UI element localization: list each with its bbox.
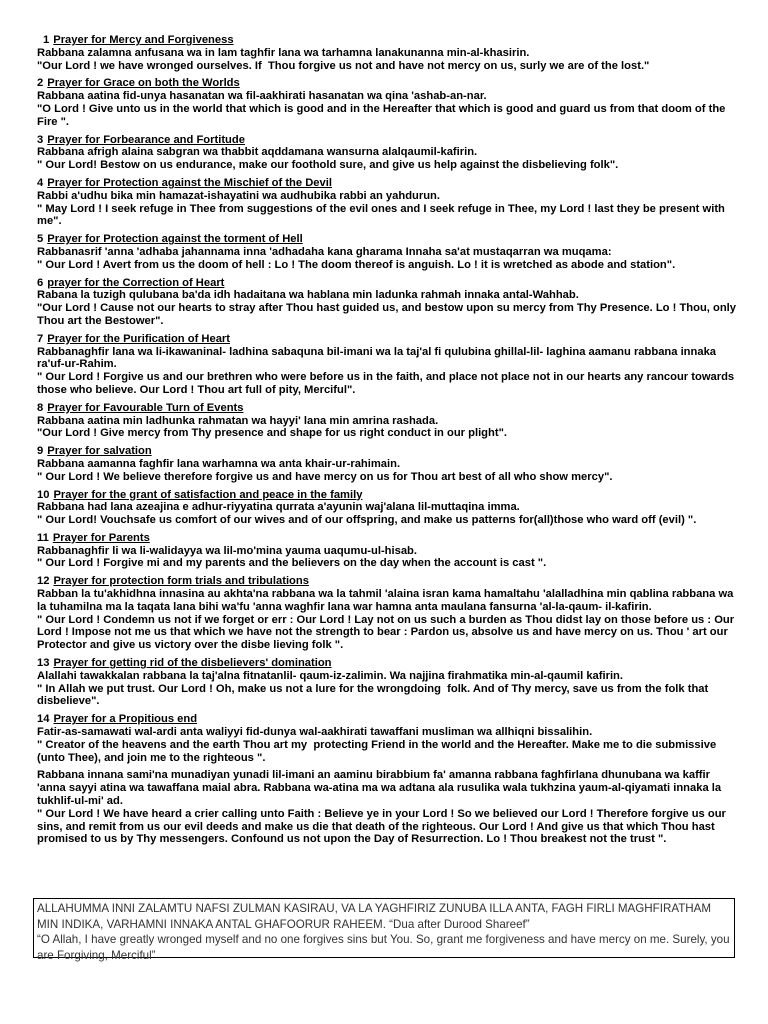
prayer-section [37, 532, 737, 570]
prayer-heading [37, 532, 737, 545]
prayer-transliteration: Rabbana innana sami'na munadiyan yunadi lil-imani an aaminu birabbium fa' amanna rabbana faghfirlana dhunubana wa kaffir 'anna sayyi atina wa tawaffana maial abra. Rabbana wa-atina ma wa adtana ala rusulika wala tukhzina yaum-al-qiyamati innaka la tukhlif-ul-mi' ad. [37, 769, 725, 808]
prayer-title: Prayer for Grace on both the Worlds [47, 77, 240, 90]
prayer-section [37, 276, 740, 328]
prayer-section [37, 77, 737, 128]
prayer-section [37, 769, 737, 846]
prayer-translation: " Our Lord ! Condemn us not if we forget or err : Our Lord ! Lay not on us such a burden as Thou didst lay on those before us : Our Lord ! Impose not me us that which we have not the strength to bear : Pardon us, absolve us and have mercy on us. Thou ' art our Protector and give us victory over the disbe lieving folk ". [37, 613, 738, 652]
prayer-translation: " Our Lord ! We have heard a crier calling unto Faith : Believe ye in your Lord ! So we believed our Lord ! Therefore forgive us our sins, and remit from us our evil deeds and make us die that death of the righteous. Our Lord ! And give us that which Thou hast promised to us by Thy messengers. Confound us not upon the Day of Resurrection. Lo ! Thou breakest not the trust ". [37, 807, 730, 846]
prayer-heading [37, 177, 737, 190]
prayer-heading [37, 233, 737, 246]
prayer-title: Prayer for Forbearance and Fortitude [47, 133, 245, 146]
prayer-title: Prayer for Protection against the Mischief of the Devil [47, 176, 332, 189]
dua-box [33, 898, 735, 962]
prayer-number: 7 [37, 332, 44, 345]
prayer-title: Prayer for Parents [52, 531, 150, 544]
prayer-translation: " Our Lord ! We believe therefore forgive us and have mercy on us for Thou art best of all who show mercy". [37, 470, 613, 483]
prayer-translation: "Our Lord ! we have wronged ourselves. If Thou forgive us not and have not mercy on us, surly we are of the lost." [37, 59, 650, 72]
prayer-title: Prayer for Favourable Turn of Events [47, 401, 244, 414]
prayer-heading [37, 489, 737, 502]
prayer-number: 10 [37, 488, 50, 501]
prayer-section [37, 445, 737, 483]
prayer-number: 13 [37, 657, 50, 670]
prayer-number: 6 [37, 276, 44, 289]
prayer-translation: " May Lord ! I seek refuge in Thee from suggestions of the evil ones and I seek refuge in Thee, my Lord ! last they be present with me". [37, 202, 728, 228]
prayer-transliteration: Rabbana zalamna anfusana wa in lam taghfir lana wa tarhamna lanakunanna min-al-khasirin. [37, 46, 530, 59]
prayer-section [37, 713, 737, 764]
prayer-number: 9 [37, 445, 44, 458]
prayer-translation: " Our Lord! Vouchsafe us comfort of our wives and of our offspring, and make us patterns for(all)those who ward off (evil) ". [37, 514, 697, 527]
prayer-translation: " Creator of the heavens and the earth Thou art my protecting Friend in the world and the Hereafter. Make me to die submissive (unto Thee), and join me to the righteous ". [37, 738, 720, 764]
prayer-translation: "O Lord ! Give unto us in the world that which is good and in the Hereafter that which is good and guard us from that doom of the Fire ". [37, 102, 729, 128]
prayer-title: Prayer for salvation [47, 445, 152, 458]
prayer-title: Prayer for protection form trials and tribulations [53, 575, 309, 588]
prayer-number: 1 [43, 34, 50, 46]
dua-transliteration: ALLAHUMMA INNI ZALAMTU NAFSI ZULMAN KASIRAU, VA LA YAGHFIRIZ ZUNUBA ILLA ANTA, FAGH FIRLI MAGHFIRATHAM MIN INDIKA, VARHAMNI INNAKA ANTAL GHAFOORUR RAHEEM. “Dua after Durood Shareef” [37, 902, 715, 931]
prayer-section [37, 233, 737, 271]
prayer-transliteration: Rabbanasrif 'anna 'adhaba jahannama inna 'adhadaha kana gharama Innaha sa'at mustaqarran wa muqama: [37, 245, 612, 258]
prayer-section [37, 177, 737, 228]
prayer-transliteration: Fatir-as-samawati wal-ardi anta waliyyi fid-dunya wal-aakhirati tawaffani musliman wa allhiqni bissalihin. [37, 726, 593, 739]
prayer-transliteration: Rabbana aatina min ladhunka rahmatan wa hayyi' lana min amrina rashada. [37, 414, 439, 427]
prayer-title: Prayer for getting rid of the disbelievers' domination [53, 657, 332, 670]
prayer-transliteration: Rabbana afrigh alaina sabgran wa thabbit aqddamana wansurna alalqaumil-kafirin. [37, 146, 478, 159]
prayer-translation: " Our Lord ! Avert from us the doom of hell : Lo ! The doom thereof is anguish. Lo ! it is wretched as abode and station". [37, 258, 676, 271]
prayer-number: 14 [37, 713, 50, 726]
prayer-transliteration: Rabbana aatina fid-unya hasanatan wa fil-aakhirati hasanatan wa qina 'ashab-an-nar. [37, 90, 487, 103]
prayer-transliteration: Rabana la tuzigh qulubana ba'da idh hadaitana wa hablana min ladunka rahmah innaka antal-Wahhab. [37, 289, 579, 302]
prayer-translation: "Our Lord ! Give mercy from Thy presence and shape for us right conduct in our plight". [37, 427, 507, 440]
prayer-number: 12 [37, 575, 50, 588]
prayer-transliteration: Rabbi a'udhu bika min hamazat-ishayatini wa audhubika rabbi an yahdurun. [37, 189, 440, 202]
prayer-heading [37, 277, 737, 290]
prayer-translation: " Our Lord ! Forgive mi and my parents and the believers on the day when the account is cast ". [37, 557, 547, 570]
prayer-translation: " Our Lord ! Forgive us and our brethren who were before us in the faith, and place not place not in our hearts any rancour towards those who believe. Our Lord ! Thou art full of pity, Merciful". [37, 371, 738, 396]
prayer-heading [37, 77, 737, 90]
prayer-number: 11 [37, 531, 49, 544]
prayer-heading [37, 34, 737, 47]
prayer-title: Prayer for the Purification of Heart [47, 332, 231, 345]
prayer-translation: " In Allah we put trust. Our Lord ! Oh, make us not a lure for the wrongdoing folk. And of Thy mercy, save us from the folk that disbelieve". [37, 682, 712, 708]
prayer-heading [37, 657, 737, 670]
prayer-translation: " Our Lord! Bestow on us endurance, make our foothold sure, and give us help against the disbelieving folk". [37, 159, 619, 172]
prayer-title: Prayer for Protection against the torment of Hell [47, 233, 303, 246]
prayer-section [37, 489, 737, 527]
prayer-transliteration: Rabbanaghfir lana wa li-ikawaninal- ladhina sabaquna bil-imani wa la taj'al fi qulubina ghillal-lil- laghina aamanu rabbana innaka ra'uf-ur-Rahim. [37, 345, 720, 371]
prayer-title: Prayer for a Propitious end [53, 713, 198, 726]
prayer-number: 2 [37, 77, 44, 90]
prayer-transliteration: Alallahi tawakkalan rabbana la taj'alna fitnatanlil- qaum-iz-zalimin. Wa najjina firahmatika min-al-qaumil kafirin. [37, 669, 623, 682]
prayer-heading [37, 445, 737, 458]
prayer-number: 8 [37, 401, 44, 414]
prayer-number: 5 [37, 233, 44, 246]
prayer-section [37, 34, 737, 72]
prayer-heading [37, 333, 737, 346]
prayer-heading [37, 575, 737, 588]
prayer-transliteration: Rabbanaghfir li wa li-walidayya wa lil-mo'mina yauma uaqumu-ul-hisab. [37, 544, 418, 557]
prayer-heading [37, 134, 737, 147]
prayer-number: 4 [37, 176, 44, 189]
prayer-title: Prayer for the grant of satisfaction and peace in the family [53, 488, 363, 501]
prayer-transliteration: Rabban la tu'akhidhna innasina au akhta'na rabbana wa la tahmil 'alaina isran kama hamaltahu 'alalladhina min qablina rabbana wa la tuhamilna ma la taqata lana bihi wa'fu 'anna waghfir lana war hamna anta maulana fansurna 'al-la-qaum- il-kafirin. [37, 588, 737, 613]
prayer-title: Prayer for Mercy and Forgiveness [53, 34, 234, 46]
prayer-heading [37, 402, 737, 415]
prayer-title: prayer for the Correction of Heart [47, 276, 225, 289]
prayer-section [37, 657, 737, 708]
prayer-section [37, 402, 737, 440]
prayer-transliteration: Rabbana had lana azeajina e adhur-riyyatina qurrata a'ayunin waj'alana lil-muttaqina imma. [37, 501, 520, 514]
prayer-section [37, 333, 737, 397]
prayer-section [37, 575, 737, 652]
prayer-heading [37, 713, 737, 726]
prayer-section [37, 134, 737, 172]
prayer-list [37, 34, 740, 851]
prayer-transliteration: Rabbana aamanna faghfir lana warhamna wa anta khair-ur-rahimain. [37, 457, 401, 470]
prayer-number: 3 [37, 133, 44, 146]
dua-translation: “O Allah, I have greatly wronged myself and no one forgives sins but You. So, grant me forgiveness and have mercy on me. Surely, you are Forgiving, Merciful” [37, 933, 733, 962]
prayer-translation: "Our Lord ! Cause not our hearts to stray after Thou hast guided us, and bestow upon su mercy from Thy Presence. Lo ! Thou, only Thou art the Bestower". [37, 302, 740, 327]
